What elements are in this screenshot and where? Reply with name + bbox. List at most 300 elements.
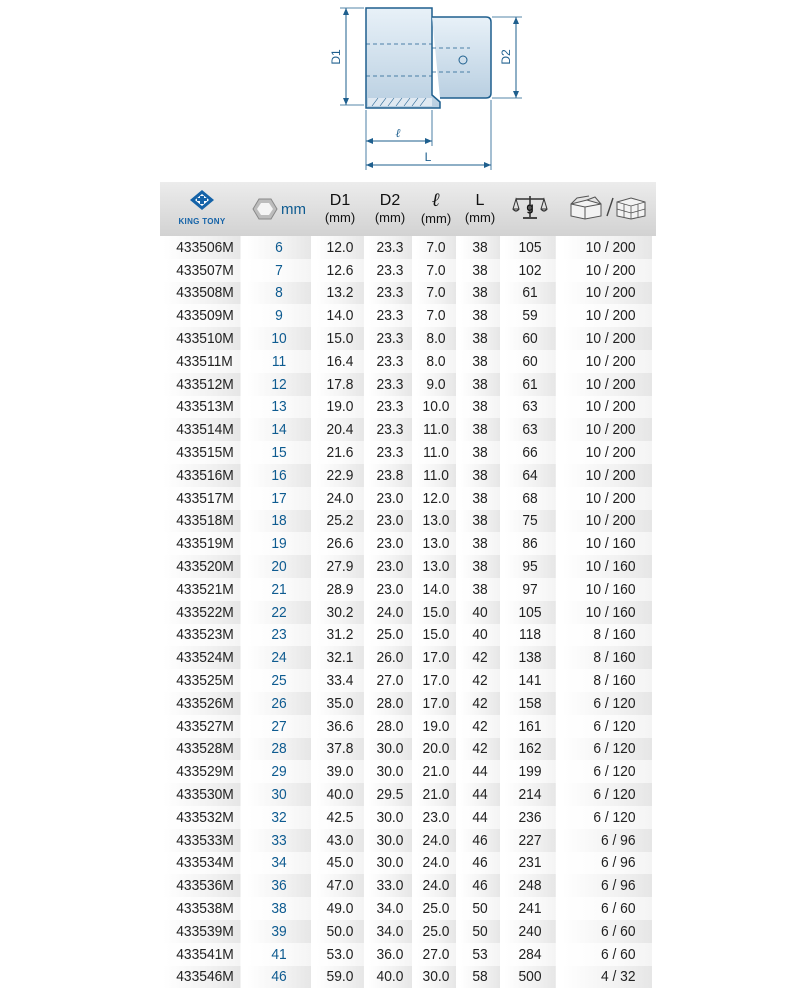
- size-cell: 26: [247, 692, 311, 715]
- d2-cell: 30.0: [368, 760, 412, 783]
- weight-unit: g: [526, 200, 534, 214]
- l-cell: 38: [460, 578, 500, 601]
- part-number-cell: 433519M: [163, 532, 240, 555]
- table-row: [160, 487, 656, 510]
- size-header: [244, 182, 314, 236]
- part-number-cell: 433527M: [163, 715, 240, 738]
- packing-cell: 10 / 200: [562, 418, 652, 441]
- weight-cell: 158: [504, 692, 556, 715]
- table-row: [160, 920, 656, 943]
- size-cell: 8: [247, 282, 311, 305]
- size-cell: 16: [247, 464, 311, 487]
- packing-cell: 10 / 160: [562, 578, 652, 601]
- size-cell: 41: [247, 943, 311, 966]
- weight-cell: 231: [504, 852, 556, 875]
- d2-cell: 23.3: [368, 236, 412, 259]
- d2-cell: 25.0: [368, 624, 412, 647]
- d2-cell: 30.0: [368, 738, 412, 761]
- d1-cell: 16.4: [316, 350, 364, 373]
- table-row: [160, 441, 656, 464]
- d1-cell: 36.6: [316, 715, 364, 738]
- packing-cell: 10 / 200: [562, 327, 652, 350]
- table-row: [160, 350, 656, 373]
- d2-cell: 36.0: [368, 943, 412, 966]
- d2-cell: 23.3: [368, 327, 412, 350]
- d2-cell: 30.0: [368, 829, 412, 852]
- part-number-cell: 433524M: [163, 646, 240, 669]
- l-cell: 42: [460, 715, 500, 738]
- d1-cell: 35.0: [316, 692, 364, 715]
- size-cell: 32: [247, 806, 311, 829]
- part-number-cell: 433539M: [163, 920, 240, 943]
- ell-cell: 27.0: [416, 943, 456, 966]
- part-number-cell: 433528M: [163, 738, 240, 761]
- weight-cell: 214: [504, 783, 556, 806]
- l-cell: 50: [460, 897, 500, 920]
- d1-cell: 12.6: [316, 259, 364, 282]
- packing-cell: 6 / 60: [562, 920, 652, 943]
- weight-cell: 97: [504, 578, 556, 601]
- packing-cell: 10 / 200: [562, 441, 652, 464]
- l-cell: 44: [460, 806, 500, 829]
- d1-cell: 37.8: [316, 738, 364, 761]
- part-number-cell: 433508M: [163, 282, 240, 305]
- size-cell: 15: [247, 441, 311, 464]
- part-number-cell: 433507M: [163, 259, 240, 282]
- table-row: [160, 236, 656, 259]
- d1-cell: 12.0: [316, 236, 364, 259]
- l-cell: 38: [460, 350, 500, 373]
- table-row: [160, 669, 656, 692]
- d2-cell: 30.0: [368, 806, 412, 829]
- weight-cell: 86: [504, 532, 556, 555]
- table-row: [160, 396, 656, 419]
- d2-cell: 23.0: [368, 510, 412, 533]
- packing-header: [558, 182, 656, 236]
- part-number-cell: 433541M: [163, 943, 240, 966]
- table-row: [160, 738, 656, 761]
- table-row: [160, 806, 656, 829]
- ell-cell: 25.0: [416, 920, 456, 943]
- ell-cell: 30.0: [416, 966, 456, 989]
- l-cell: 42: [460, 738, 500, 761]
- packing-cell: 6 / 96: [562, 852, 652, 875]
- d2-cell: 23.3: [368, 282, 412, 305]
- l-cell: 58: [460, 966, 500, 989]
- l-cell: 38: [460, 510, 500, 533]
- table-row: [160, 601, 656, 624]
- ell-cell: 14.0: [416, 578, 456, 601]
- weight-cell: 105: [504, 601, 556, 624]
- packing-cell: 6 / 120: [562, 806, 652, 829]
- part-number-cell: 433510M: [163, 327, 240, 350]
- socket-drive-end: [432, 17, 491, 98]
- d1-cell: 49.0: [316, 897, 364, 920]
- l-cell: 38: [460, 555, 500, 578]
- part-number-cell: 433518M: [163, 510, 240, 533]
- packing-cell: 6 / 120: [562, 692, 652, 715]
- size-cell: 46: [247, 966, 311, 989]
- part-number-cell: 433513M: [163, 396, 240, 419]
- weight-cell: 95: [504, 555, 556, 578]
- weight-cell: 118: [504, 624, 556, 647]
- d1-cell: 19.0: [316, 396, 364, 419]
- part-number-cell: 433511M: [163, 350, 240, 373]
- size-cell: 20: [247, 555, 311, 578]
- ell-cell: 24.0: [416, 829, 456, 852]
- size-cell: 19: [247, 532, 311, 555]
- d2-cell: 23.0: [368, 532, 412, 555]
- header-row: [160, 182, 656, 236]
- size-cell: 22: [247, 601, 311, 624]
- packing-cell: 10 / 160: [562, 555, 652, 578]
- part-number-cell: 433530M: [163, 783, 240, 806]
- part-number-cell: 433516M: [163, 464, 240, 487]
- l-cell: 53: [460, 943, 500, 966]
- king-tony-logo-icon: [189, 189, 215, 211]
- weight-cell: 240: [504, 920, 556, 943]
- ell-cell: 11.0: [416, 418, 456, 441]
- ell-cell: 12.0: [416, 487, 456, 510]
- ell-cell: 7.0: [416, 304, 456, 327]
- l-cell: 50: [460, 920, 500, 943]
- socket-body: [366, 8, 440, 108]
- table-row: [160, 783, 656, 806]
- d1-cell: 20.4: [316, 418, 364, 441]
- weight-cell: 68: [504, 487, 556, 510]
- table-row: [160, 897, 656, 920]
- weight-cell: 227: [504, 829, 556, 852]
- packing-cell: 10 / 200: [562, 259, 652, 282]
- ell-cell: 17.0: [416, 646, 456, 669]
- weight-cell: 63: [504, 418, 556, 441]
- table-row: [160, 624, 656, 647]
- packing-cell: 10 / 200: [562, 487, 652, 510]
- l-cell: 38: [460, 236, 500, 259]
- ell-cell: 13.0: [416, 532, 456, 555]
- weight-cell: 64: [504, 464, 556, 487]
- weight-header: [502, 182, 558, 236]
- size-cell: 11: [247, 350, 311, 373]
- l-cell: 38: [460, 487, 500, 510]
- size-cell: 28: [247, 738, 311, 761]
- d2-cell: 26.0: [368, 646, 412, 669]
- table-row: [160, 282, 656, 305]
- weight-cell: 199: [504, 760, 556, 783]
- ell-cell: 20.0: [416, 738, 456, 761]
- d1-cell: 32.1: [316, 646, 364, 669]
- ell-cell: 9.0: [416, 373, 456, 396]
- weight-cell: 161: [504, 715, 556, 738]
- d1-cell: 47.0: [316, 874, 364, 897]
- weight-cell: 63: [504, 396, 556, 419]
- weight-cell: 236: [504, 806, 556, 829]
- size-cell: 38: [247, 897, 311, 920]
- packing-cell: 10 / 200: [562, 464, 652, 487]
- d1-cell: 24.0: [316, 487, 364, 510]
- packing-cell: 6 / 60: [562, 897, 652, 920]
- ell-cell: 8.0: [416, 350, 456, 373]
- size-cell: 25: [247, 669, 311, 692]
- l-cell: 40: [460, 601, 500, 624]
- table-row: [160, 715, 656, 738]
- l-cell: 46: [460, 852, 500, 875]
- d1-cell: 43.0: [316, 829, 364, 852]
- d1-label: D1: [329, 49, 343, 65]
- packing-cell: 10 / 200: [562, 282, 652, 305]
- l-cell: 44: [460, 760, 500, 783]
- l-header: L (mm): [458, 182, 502, 236]
- part-number-cell: 433515M: [163, 441, 240, 464]
- l-cell: 46: [460, 829, 500, 852]
- d2-header: D2 (mm): [366, 182, 414, 236]
- d2-cell: 23.0: [368, 487, 412, 510]
- table-row: [160, 692, 656, 715]
- ell-cell: 19.0: [416, 715, 456, 738]
- weight-cell: 138: [504, 646, 556, 669]
- part-number-cell: 433525M: [163, 669, 240, 692]
- weight-cell: 500: [504, 966, 556, 989]
- l-cell: 38: [460, 304, 500, 327]
- packing-cell: 8 / 160: [562, 624, 652, 647]
- table-row: [160, 874, 656, 897]
- table-row: [160, 966, 656, 989]
- packing-cell: 4 / 32: [562, 966, 652, 989]
- ell-cell: 15.0: [416, 601, 456, 624]
- part-number-cell: 433520M: [163, 555, 240, 578]
- ell-cell: 23.0: [416, 806, 456, 829]
- packing-cell: 6 / 120: [562, 715, 652, 738]
- d1-cell: 17.8: [316, 373, 364, 396]
- l-cell: 38: [460, 418, 500, 441]
- l-cell: 38: [460, 259, 500, 282]
- d2-cell: 34.0: [368, 920, 412, 943]
- size-cell: 12: [247, 373, 311, 396]
- packing-cell: 10 / 200: [562, 350, 652, 373]
- d1-cell: 31.2: [316, 624, 364, 647]
- table-row: [160, 304, 656, 327]
- ell-cell: 13.0: [416, 555, 456, 578]
- ell-cell: 8.0: [416, 327, 456, 350]
- size-cell: 14: [247, 418, 311, 441]
- packing-cell: 10 / 160: [562, 532, 652, 555]
- size-cell: 30: [247, 783, 311, 806]
- d2-cell: 23.3: [368, 418, 412, 441]
- d1-cell: 40.0: [316, 783, 364, 806]
- packing-cell: 6 / 96: [562, 874, 652, 897]
- l-cell: 38: [460, 441, 500, 464]
- d1-cell: 25.2: [316, 510, 364, 533]
- d2-cell: 23.3: [368, 396, 412, 419]
- packing-cell: 10 / 200: [562, 236, 652, 259]
- part-number-cell: 433509M: [163, 304, 240, 327]
- table-row: [160, 646, 656, 669]
- size-cell: 7: [247, 259, 311, 282]
- d2-cell: 33.0: [368, 874, 412, 897]
- d1-cell: 53.0: [316, 943, 364, 966]
- scale-g-icon: [511, 193, 549, 221]
- part-number-cell: 433514M: [163, 418, 240, 441]
- ell-cell: 25.0: [416, 897, 456, 920]
- brand-logo-cell: [160, 182, 244, 236]
- specification-table: [160, 182, 656, 988]
- part-number-cell: 433523M: [163, 624, 240, 647]
- d2-cell: 34.0: [368, 897, 412, 920]
- part-number-cell: 433538M: [163, 897, 240, 920]
- d2-cell: 40.0: [368, 966, 412, 989]
- d2-cell: 23.3: [368, 350, 412, 373]
- d2-cell: 23.3: [368, 373, 412, 396]
- l-cell: 42: [460, 646, 500, 669]
- d1-cell: 14.0: [316, 304, 364, 327]
- table-row: [160, 373, 656, 396]
- d2-cell: 23.3: [368, 441, 412, 464]
- part-number-cell: 433526M: [163, 692, 240, 715]
- ell-cell: 24.0: [416, 874, 456, 897]
- d2-cell: 30.0: [368, 852, 412, 875]
- d2-cell: 28.0: [368, 715, 412, 738]
- packing-cell: 10 / 200: [562, 373, 652, 396]
- table-row: [160, 259, 656, 282]
- size-cell: 6: [247, 236, 311, 259]
- part-number-cell: 433522M: [163, 601, 240, 624]
- table-row: [160, 760, 656, 783]
- table-row: [160, 532, 656, 555]
- l-cell: 38: [460, 464, 500, 487]
- d2-cell: 23.3: [368, 259, 412, 282]
- weight-cell: 61: [504, 282, 556, 305]
- weight-cell: 75: [504, 510, 556, 533]
- size-cell: 9: [247, 304, 311, 327]
- ell-cell: 21.0: [416, 783, 456, 806]
- d1-cell: 15.0: [316, 327, 364, 350]
- d2-cell: 29.5: [368, 783, 412, 806]
- part-number-cell: 433533M: [163, 829, 240, 852]
- d1-cell: 59.0: [316, 966, 364, 989]
- size-cell: 17: [247, 487, 311, 510]
- size-cell: 18: [247, 510, 311, 533]
- ell-cell: 7.0: [416, 236, 456, 259]
- packing-cell: 8 / 160: [562, 669, 652, 692]
- table-row: [160, 555, 656, 578]
- d1-cell: 13.2: [316, 282, 364, 305]
- weight-cell: 248: [504, 874, 556, 897]
- part-number-cell: 433546M: [163, 966, 240, 989]
- table-row: [160, 418, 656, 441]
- table-row: [160, 852, 656, 875]
- part-number-cell: 433517M: [163, 487, 240, 510]
- d1-cell: 30.2: [316, 601, 364, 624]
- weight-cell: 61: [504, 373, 556, 396]
- d2-cell: 24.0: [368, 601, 412, 624]
- l-cell: 38: [460, 327, 500, 350]
- table-row: [160, 943, 656, 966]
- weight-cell: 60: [504, 327, 556, 350]
- l-total-label: L: [424, 150, 432, 164]
- part-number-cell: 433536M: [163, 874, 240, 897]
- ell-cell: 7.0: [416, 259, 456, 282]
- packing-cell: 6 / 120: [562, 760, 652, 783]
- l-cell: 38: [460, 282, 500, 305]
- d2-cell: 23.8: [368, 464, 412, 487]
- ell-cell: 11.0: [416, 441, 456, 464]
- ell-cell: 10.0: [416, 396, 456, 419]
- ell-cell: 21.0: [416, 760, 456, 783]
- hexagon-icon: [252, 197, 278, 221]
- table-row: [160, 829, 656, 852]
- part-number-cell: 433521M: [163, 578, 240, 601]
- weight-cell: 241: [504, 897, 556, 920]
- packing-cell: 10 / 200: [562, 396, 652, 419]
- l-small-label: ℓ: [395, 126, 401, 140]
- size-cell: 27: [247, 715, 311, 738]
- socket-diagram: [0, 0, 800, 182]
- part-number-cell: 433506M: [163, 236, 240, 259]
- weight-cell: 162: [504, 738, 556, 761]
- packing-cell: 10 / 200: [562, 510, 652, 533]
- part-number-cell: 433532M: [163, 806, 240, 829]
- ell-header: ℓ (mm): [414, 182, 458, 236]
- d1-cell: 39.0: [316, 760, 364, 783]
- l-cell: 38: [460, 373, 500, 396]
- size-cell: 24: [247, 646, 311, 669]
- box-carton-icon: [567, 194, 647, 220]
- d1-cell: 28.9: [316, 578, 364, 601]
- size-cell: 21: [247, 578, 311, 601]
- d2-cell: 28.0: [368, 692, 412, 715]
- d2-label: D2: [499, 49, 513, 65]
- part-number-cell: 433529M: [163, 760, 240, 783]
- packing-cell: 6 / 96: [562, 829, 652, 852]
- d2-cell: 27.0: [368, 669, 412, 692]
- d1-cell: 21.6: [316, 441, 364, 464]
- packing-cell: 8 / 160: [562, 646, 652, 669]
- ell-cell: 11.0: [416, 464, 456, 487]
- weight-cell: 141: [504, 669, 556, 692]
- l-cell: 46: [460, 874, 500, 897]
- l-cell: 42: [460, 669, 500, 692]
- size-cell: 29: [247, 760, 311, 783]
- table-row: [160, 578, 656, 601]
- d1-cell: 26.6: [316, 532, 364, 555]
- d2-cell: 23.0: [368, 578, 412, 601]
- d1-cell: 45.0: [316, 852, 364, 875]
- l-cell: 42: [460, 692, 500, 715]
- ell-cell: 7.0: [416, 282, 456, 305]
- d2-cell: 23.3: [368, 304, 412, 327]
- d1-cell: 27.9: [316, 555, 364, 578]
- ell-cell: 15.0: [416, 624, 456, 647]
- part-number-cell: 433512M: [163, 373, 240, 396]
- brand-logo-text: KING TONY: [178, 216, 226, 226]
- size-unit: mm: [281, 200, 306, 218]
- ell-cell: 17.0: [416, 669, 456, 692]
- d1-cell: 33.4: [316, 669, 364, 692]
- size-cell: 23: [247, 624, 311, 647]
- size-cell: 33: [247, 829, 311, 852]
- packing-cell: 6 / 120: [562, 783, 652, 806]
- ell-cell: 24.0: [416, 852, 456, 875]
- weight-cell: 60: [504, 350, 556, 373]
- ell-cell: 17.0: [416, 692, 456, 715]
- d1-cell: 50.0: [316, 920, 364, 943]
- ell-cell: 13.0: [416, 510, 456, 533]
- size-cell: 36: [247, 874, 311, 897]
- packing-cell: 10 / 200: [562, 304, 652, 327]
- weight-cell: 66: [504, 441, 556, 464]
- d2-cell: 23.0: [368, 555, 412, 578]
- d1-header: D1 (mm): [314, 182, 366, 236]
